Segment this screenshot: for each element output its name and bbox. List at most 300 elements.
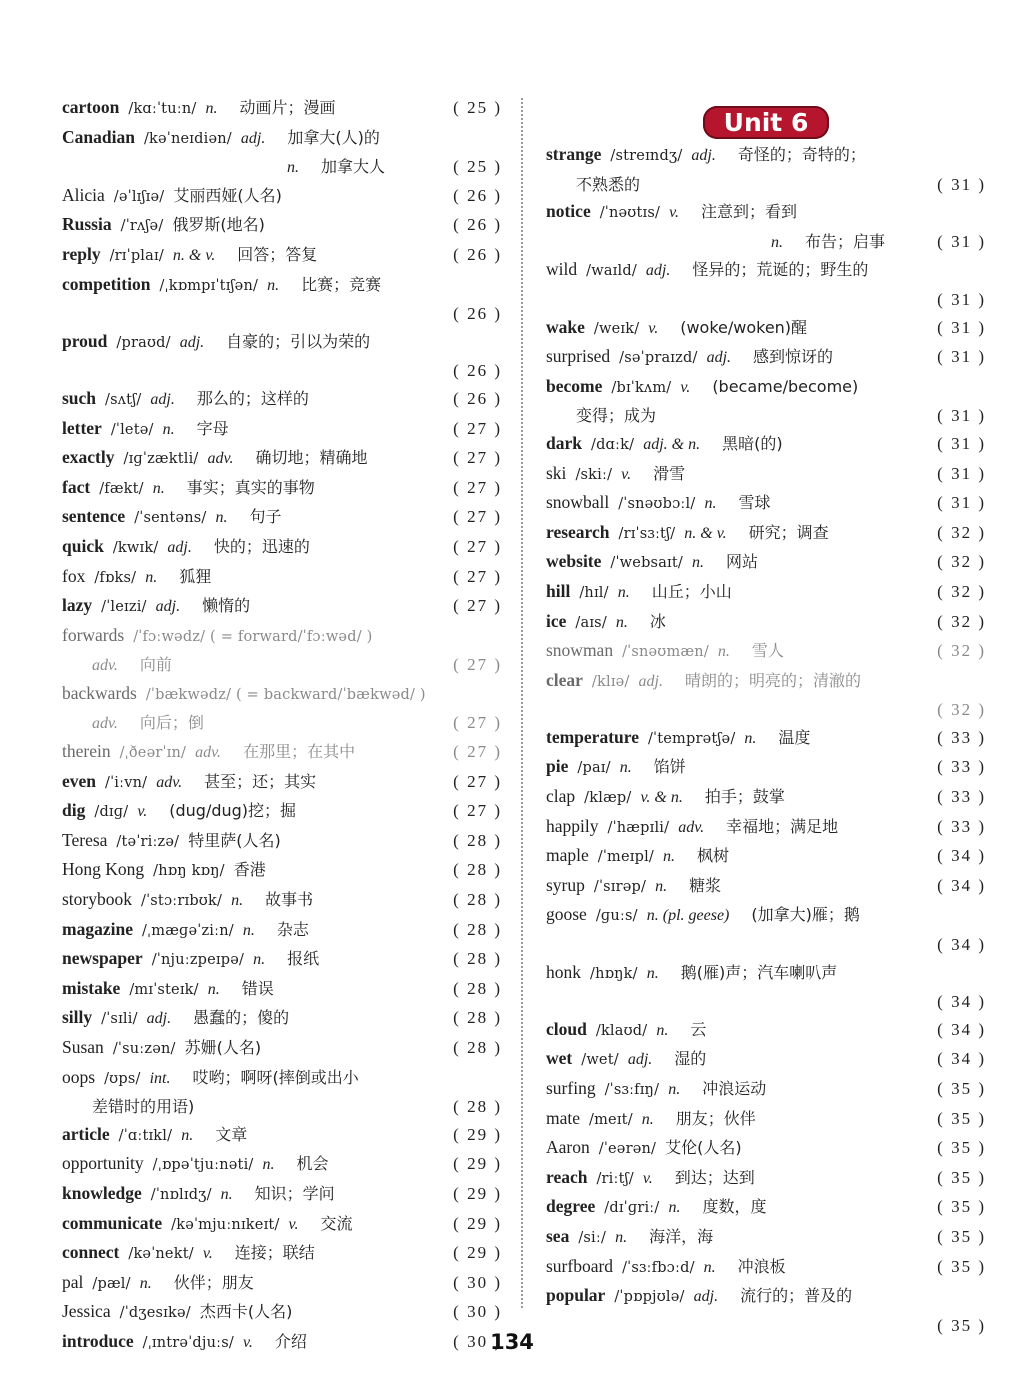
definition: 伙伴；朋友 [173, 1272, 254, 1292]
entry-line [546, 519, 986, 549]
entry-line [546, 1075, 986, 1105]
definition: 山丘；小山 [651, 581, 732, 601]
headword: pal [62, 1271, 84, 1292]
phonetic: /ˈpɒpjʊlə/ [614, 1289, 685, 1306]
headword: Susan [62, 1037, 104, 1057]
part-of-speech: adv. [92, 657, 118, 675]
entry-line [546, 1193, 986, 1223]
definition: 冰 [649, 611, 666, 631]
headword: even [62, 770, 97, 791]
part-of-speech: n. [242, 921, 255, 939]
page-reference: ( 33 ) [937, 727, 986, 747]
definition: 雪球 [738, 493, 771, 513]
vocab-entry [62, 680, 502, 738]
part-of-speech: n. [162, 420, 175, 438]
headword: snowball [546, 492, 610, 513]
vocab-entry [546, 724, 986, 754]
vocab-entry [62, 415, 502, 445]
vocab-entry [62, 768, 502, 798]
vocab-entry [546, 667, 986, 724]
phonetic: /sʌtʃ/ [105, 391, 142, 408]
entry-line [546, 578, 986, 608]
headword: fox [62, 565, 86, 586]
part-of-speech: adv. [156, 773, 183, 791]
entry-line [546, 141, 986, 171]
part-of-speech: n. [181, 1126, 194, 1144]
headword: introduce [62, 1330, 134, 1351]
vocab-entry [546, 198, 986, 256]
vocab-entry [546, 1105, 986, 1135]
entry-line [546, 460, 986, 490]
part-of-speech: n. [220, 1185, 233, 1203]
phonetic: /ˈnəʊtɪs/ [599, 205, 661, 222]
headword: clap [546, 786, 576, 807]
page-reference: ( 35 ) [937, 1108, 986, 1128]
vocab-entry [62, 856, 502, 886]
headword: therein [62, 741, 111, 762]
phonetic: /praʊd/ [116, 334, 171, 351]
phonetic: /rɪˈplaɪ/ [109, 247, 164, 264]
entry-line [546, 548, 986, 578]
vocab-entry [62, 1239, 502, 1269]
page-reference: ( 35 ) [937, 1079, 986, 1098]
vocab-entry [546, 489, 986, 519]
vocab-entry [62, 503, 502, 533]
page-reference: ( 31 ) [937, 433, 986, 453]
phonetic: /ˌɪntrəˈdjuːs/ [142, 1334, 234, 1351]
vocab-entry [62, 563, 502, 593]
phonetic: /kəˈneɪdiən/ [143, 130, 232, 147]
definition: 雪人 [751, 641, 784, 661]
entry-line [62, 1210, 502, 1240]
phonetic: /ˈletə/ [110, 421, 154, 438]
entry-line [62, 886, 502, 916]
page-reference: ( 27 ) [453, 713, 502, 733]
definition: 怪异的；荒诞的；野生的 [692, 260, 869, 280]
page-reference: ( 35 ) [937, 1167, 986, 1187]
vocab-entry [62, 211, 502, 241]
part-of-speech: n. [231, 892, 244, 910]
page-reference: ( 28 ) [453, 978, 502, 998]
page-reference: ( 26 ) [453, 361, 502, 381]
definition: (woke/woken)醒 [680, 317, 808, 337]
phonetic: /ˈfɔːwədz/ ( = forward/ˈfɔːwəd/ ) [133, 628, 373, 645]
entry-line [62, 680, 502, 710]
part-of-speech: n. & v. [684, 524, 727, 542]
definition: 温度 [778, 727, 811, 747]
headword: pie [546, 756, 569, 777]
definition: 确切地；精确地 [255, 448, 368, 468]
headword: sea [546, 1225, 570, 1246]
headword: cartoon [62, 97, 120, 117]
page-reference: ( 27 ) [453, 507, 502, 527]
part-of-speech: n. [207, 980, 220, 998]
headword: storybook [62, 889, 132, 910]
vocab-entry [62, 271, 502, 328]
definition: 知识；学问 [254, 1183, 335, 1203]
phonetic: /dɪɡ/ [94, 804, 129, 821]
entry-line [62, 916, 502, 946]
page-reference: ( 30 ) [453, 1331, 502, 1351]
definition: 事实；真实的事物 [186, 477, 315, 497]
vocab-entry [62, 328, 502, 385]
definition: 比赛；竞赛 [301, 274, 382, 294]
vocab-entry [62, 1150, 502, 1180]
headword: clear [546, 669, 583, 690]
definition: 枫树 [697, 846, 730, 866]
phonetic: /ˈiːvn/ [105, 774, 148, 791]
headword: Teresa [62, 829, 108, 850]
part-of-speech: adj. [150, 390, 175, 408]
definition: 晴朗的；明亮的；清澈的 [685, 670, 862, 690]
vocab-entry [546, 813, 986, 843]
vocab-entry [546, 343, 986, 373]
phonetic: /rɪˈsɜːtʃ/ [618, 525, 676, 542]
part-of-speech: adv. [678, 818, 705, 836]
vocab-entry [62, 1269, 502, 1299]
page-reference: ( 31 ) [937, 493, 986, 513]
headword: article [62, 1123, 110, 1144]
definition: 海洋，海 [649, 1226, 714, 1246]
part-of-speech: n. [668, 1081, 681, 1098]
entry-line [546, 1105, 986, 1135]
part-of-speech: v. [137, 803, 148, 821]
phonetic: /ˈsɪrəp/ [593, 878, 647, 895]
headword: Canadian [62, 126, 135, 147]
unit-title-badge: Unit 6 [703, 106, 829, 139]
vocab-entry [546, 1193, 986, 1223]
part-of-speech: n. [663, 848, 676, 866]
definition: 度数，度 [702, 1197, 767, 1217]
phonetic: /ˈmeɪpl/ [597, 849, 655, 866]
phonetic: /ˌðeərˈɪn/ [119, 745, 187, 762]
part-of-speech: n. [152, 479, 165, 497]
headword: snowman [546, 640, 614, 661]
entry-line [62, 1004, 502, 1034]
phonetic: /hɪl/ [579, 584, 609, 601]
entry-line-continued [62, 153, 502, 182]
headword: happily [546, 815, 599, 836]
phonetic: /wet/ [581, 1052, 619, 1069]
headword: backwards [62, 682, 137, 703]
entry-line [62, 945, 502, 975]
phonetic: /ˌmæɡəˈziːn/ [141, 922, 234, 939]
page-reference: ( 34 ) [937, 1019, 986, 1039]
headword: surprised [546, 346, 611, 367]
entry-line [546, 1164, 986, 1194]
part-of-speech: n. [655, 877, 668, 895]
definition: 交流 [320, 1213, 353, 1233]
headword: opportunity [62, 1153, 144, 1174]
page-reference: ( 26 ) [453, 215, 502, 235]
definition: 连接；联结 [234, 1243, 315, 1263]
headword: knowledge [62, 1182, 142, 1203]
page-reference: ( 31 ) [937, 289, 986, 309]
phonetic: /streɪndʒ/ [610, 148, 683, 164]
page-reference: ( 32 ) [937, 700, 986, 720]
headword: dig [62, 800, 86, 821]
definition: 艾伦(人名) [665, 1138, 742, 1158]
part-of-speech: n. [692, 554, 704, 572]
phonetic: /ˈsɪli/ [101, 1011, 138, 1028]
page-reference: ( 27 ) [453, 742, 502, 762]
vocab-entry [546, 1134, 986, 1164]
definition: 向前 [139, 655, 172, 675]
definition: 馅饼 [653, 757, 686, 777]
phonetic: /riːtʃ/ [596, 1170, 634, 1187]
definition-continued: 变得；成为 [576, 406, 657, 426]
headword: syrup [546, 874, 585, 895]
phonetic: /dɑːk/ [590, 436, 635, 453]
headword: notice [546, 201, 591, 222]
definition: 到达；达到 [674, 1167, 755, 1187]
entry-line [546, 1134, 986, 1164]
headword: hill [546, 580, 571, 601]
part-of-speech: adj. [627, 1051, 653, 1069]
phonetic: /klaʊd/ [595, 1022, 648, 1039]
phonetic: /ˈsɜːfɪŋ/ [604, 1082, 660, 1098]
vocab-entry [546, 901, 986, 958]
definition: 懒惰的 [202, 596, 251, 616]
vocab-entry [546, 373, 986, 430]
page-reference: ( 31 ) [937, 463, 986, 483]
entry-line [62, 1121, 502, 1151]
part-of-speech: adj. [645, 262, 671, 280]
entry-line-continued [546, 402, 986, 430]
page-reference: ( 33 ) [937, 816, 986, 836]
headword: reach [546, 1166, 588, 1187]
definition: 流行的；普及的 [740, 1286, 853, 1306]
page-reference: ( 28 ) [453, 890, 502, 910]
entry-line [546, 872, 986, 902]
definition: 愚蠢的；傻的 [193, 1008, 290, 1028]
part-of-speech: adv. [92, 715, 118, 733]
vocab-entry [62, 622, 502, 680]
vocab-entry [62, 592, 502, 622]
page-reference: ( 35 ) [937, 1138, 986, 1158]
phonetic: /meɪt/ [589, 1111, 633, 1128]
page-reference: ( 31 ) [937, 347, 986, 367]
vocab-entry [546, 430, 986, 460]
entry-line [62, 1150, 502, 1180]
phonetic: /klɪə/ [591, 673, 630, 690]
phonetic: /pæl/ [92, 1275, 131, 1292]
vocab-entry [62, 1298, 502, 1328]
right-column [546, 94, 986, 1339]
entry-line [62, 797, 502, 827]
definition: 滑雪 [653, 463, 686, 483]
vocab-entry [546, 753, 986, 783]
page-number: 134 [490, 1330, 534, 1354]
page-reference: ( 27 ) [453, 771, 502, 791]
entry-line [62, 1298, 502, 1328]
phonetic: /kwɪk/ [112, 539, 159, 556]
phonetic: /ˈleɪzi/ [101, 599, 147, 616]
part-of-speech: v. [648, 319, 659, 337]
entry-line [546, 637, 986, 667]
part-of-speech: n. [619, 759, 632, 777]
headword: silly [62, 1007, 93, 1028]
part-of-speech: n. [262, 1156, 275, 1174]
headword: reply [62, 243, 101, 264]
definition: 奇怪的；奇特的； [737, 145, 866, 164]
definition: 故事书 [265, 890, 314, 910]
entry-line [546, 959, 986, 989]
page-reference: ( 29 ) [453, 1213, 502, 1233]
vocab-entry [62, 797, 502, 827]
vocab-entry [546, 460, 986, 490]
page-reference: ( 26 ) [453, 244, 502, 264]
vocab-entry [546, 1075, 986, 1105]
definition: 自豪的；引以为荣的 [226, 331, 371, 351]
entry-line [62, 1034, 502, 1064]
definition: 鹅(雁)声；汽车喇叭声 [680, 962, 838, 982]
page-reference: ( 27 ) [453, 536, 502, 556]
definition: 苏姗(人名) [184, 1038, 262, 1057]
definition: 哎哟；啊呀(摔倒或出小 [192, 1067, 359, 1087]
part-of-speech: n. [668, 1199, 681, 1217]
part-of-speech: adj. [155, 598, 181, 616]
vocab-entry [546, 256, 986, 313]
definition: 特里萨(人名) [188, 830, 281, 850]
page-reference: ( 32 ) [937, 641, 986, 661]
page-reference: ( 27 ) [453, 448, 502, 468]
entry-line [546, 430, 986, 460]
definition: 杂志 [276, 919, 309, 939]
vocab-entry [546, 959, 986, 1016]
phonetic: /ˈrʌʃə/ [120, 218, 164, 235]
page-reference: ( 34 ) [937, 1049, 986, 1069]
page-reference: ( 27 ) [453, 655, 502, 675]
page-reference: ( 29 ) [453, 1243, 502, 1263]
headword: communicate [62, 1212, 163, 1233]
page-reference: ( 34 ) [937, 935, 986, 955]
headword: wet [546, 1048, 573, 1069]
entry-line-continued [62, 651, 502, 680]
vocab-entry [62, 827, 502, 857]
definition: 向后；倒 [139, 713, 204, 733]
phonetic: /səˈpraɪzd/ [619, 350, 698, 367]
entry-line [62, 328, 502, 358]
page-reference: ( 35 ) [937, 1226, 986, 1246]
headword: mate [546, 1107, 581, 1128]
page-reference: ( 27 ) [453, 418, 502, 438]
part-of-speech: n. [139, 1274, 152, 1292]
vocab-entry [62, 1004, 502, 1034]
definition: 湿的 [674, 1049, 707, 1069]
phonetic: /skiː/ [575, 466, 613, 483]
part-of-speech: n. [615, 1228, 628, 1246]
vocab-entry [62, 945, 502, 975]
headword: sentence [62, 506, 126, 527]
entry-line [62, 738, 502, 768]
part-of-speech: adj. [693, 1288, 719, 1306]
vocab-entry [62, 886, 502, 916]
vocab-entry [62, 975, 502, 1005]
entry-line [62, 975, 502, 1005]
definition: 注意到；看到 [701, 202, 798, 222]
headword: surfboard [546, 1255, 614, 1276]
part-of-speech: v. [242, 1333, 253, 1351]
phonetic: /ˈsuːzən/ [112, 1041, 176, 1057]
definition: 介绍 [274, 1331, 307, 1351]
part-of-speech: v. [621, 465, 632, 483]
definition: 加拿大(人)的 [287, 127, 380, 147]
part-of-speech: n. [617, 583, 630, 601]
page-reference: ( 34 ) [937, 846, 986, 866]
entry-line [62, 182, 502, 212]
definition: 幸福地；满足地 [726, 816, 839, 836]
headword: mistake [62, 977, 121, 998]
entry-line-continued [546, 171, 986, 199]
part-of-speech: adj. & n. [643, 435, 701, 453]
vocab-entry [546, 1164, 986, 1194]
phonetic: /kəˈmjuːnɪkeɪt/ [171, 1216, 280, 1233]
part-of-speech: adj. [706, 349, 732, 367]
phonetic: /ˈsnəʊbɔːl/ [618, 496, 696, 513]
part-of-speech: n. [641, 1110, 654, 1128]
headword: degree [546, 1196, 596, 1217]
page-reference: ( 25 ) [453, 98, 502, 117]
phonetic: /ˈsentəns/ [134, 510, 207, 527]
part-of-speech: n. [215, 509, 228, 527]
entry-line [546, 813, 986, 843]
phonetic: /fɒks/ [94, 569, 137, 586]
part-of-speech: n. [646, 964, 659, 982]
headword: temperature [546, 726, 639, 747]
definition: 感到惊讶的 [753, 347, 834, 367]
headword: newspaper [62, 948, 143, 969]
part-of-speech: v. [288, 1215, 299, 1233]
page-reference: ( 28 ) [453, 919, 502, 939]
entry-line [62, 592, 502, 622]
entry-line [62, 563, 502, 593]
page-reference: ( 31 ) [937, 231, 986, 251]
column-divider [521, 98, 523, 1308]
entry-line [62, 94, 502, 124]
vocab-entry [546, 519, 986, 549]
page-reference: ( 34 ) [937, 875, 986, 895]
page-reference: ( 30 ) [453, 1302, 502, 1322]
vocab-entry [546, 783, 986, 813]
headword: Hong Kong [62, 859, 145, 880]
entry-line [62, 241, 502, 271]
headword: lazy [62, 595, 93, 616]
entry-line [546, 198, 986, 228]
vocab-entry [546, 314, 986, 344]
part-of-speech: n. [145, 568, 158, 586]
vocab-entry [546, 842, 986, 872]
vocab-entry [62, 474, 502, 504]
page-reference: ( 32 ) [937, 581, 986, 601]
vocab-entry [62, 444, 502, 474]
definition: 云 [690, 1019, 707, 1039]
definition: 回答；答复 [237, 244, 318, 264]
part-of-speech: n. [744, 729, 757, 747]
definition: 甚至；还；其实 [204, 771, 317, 791]
page-reference: ( 31 ) [937, 406, 986, 426]
entry-line [62, 1239, 502, 1269]
part-of-speech: adj. [179, 333, 205, 351]
headword: oops [62, 1066, 96, 1087]
page-reference: ( 28 ) [453, 860, 502, 880]
entry-line [546, 901, 986, 931]
headword: exactly [62, 447, 115, 468]
vocab-entry [546, 637, 986, 667]
entry-line [546, 1016, 986, 1046]
definition: 俄罗斯(地名) [172, 215, 265, 235]
part-of-speech: n. & v. [172, 246, 216, 264]
